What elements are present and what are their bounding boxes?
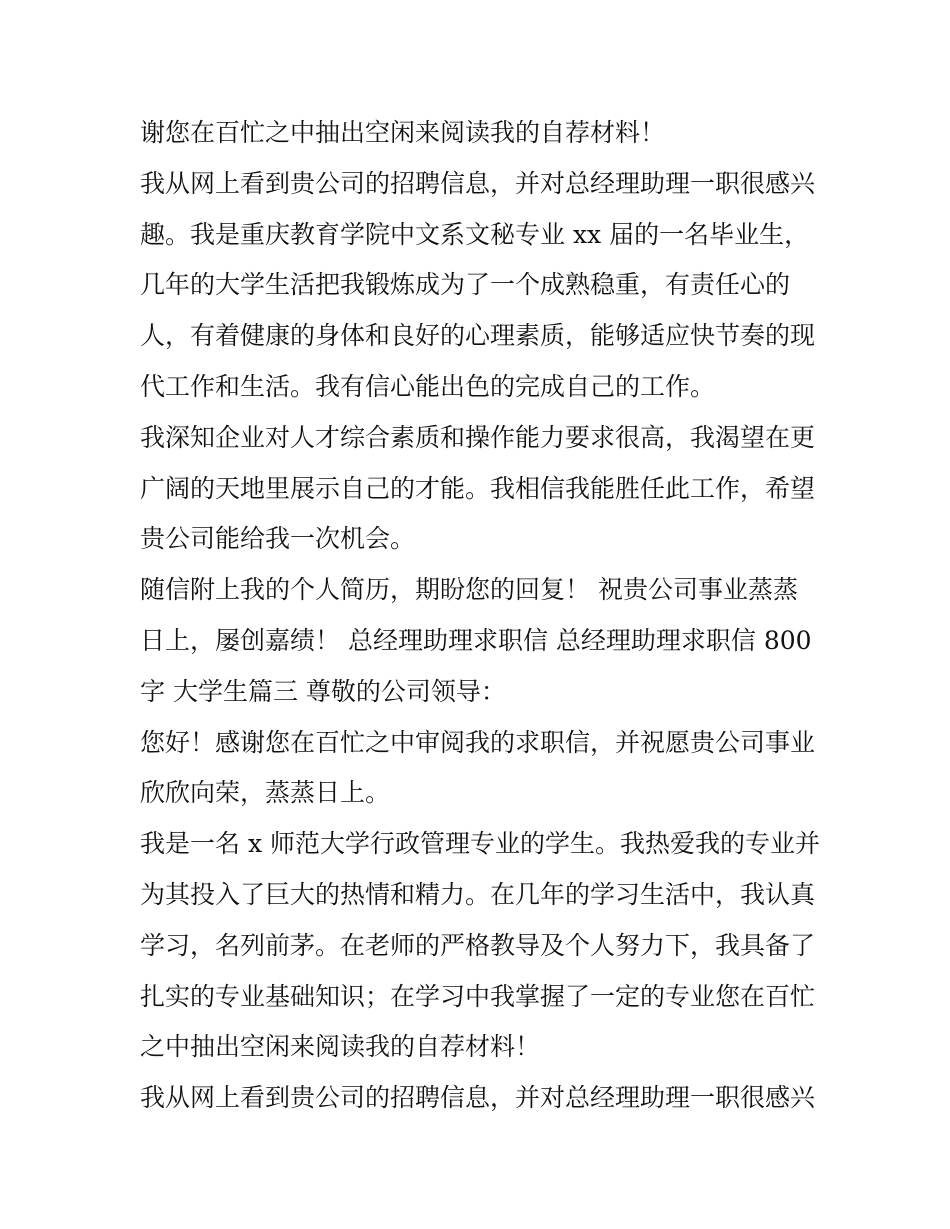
- text-line: 随信附上我的个人简历，期盼您的回复！ 祝贵公司事业蒸蒸: [140, 575, 798, 605]
- text-line: 学习，名列前茅。在老师的严格教导及个人努力下，我具备了: [140, 930, 816, 960]
- text-line: 代工作和生活。我有信心能出色的完成自己的工作。: [140, 371, 716, 401]
- text-line: 为其投入了巨大的热情和精力。在几年的学习生活中，我认真: [140, 879, 816, 909]
- text-line: 我是一名 x 师范大学行政管理专业的学生。我热爱我的专业并: [140, 829, 820, 859]
- text-line: 贵公司能给我一次机会。: [140, 524, 416, 554]
- text-line: 之中抽出空闲来阅读我的自荐材料！: [140, 1032, 541, 1062]
- text-line: 欣欣向荣，蒸蒸日上。: [140, 778, 391, 808]
- text-line: 日上，屡创嘉绩！ 总经理助理求职信 总经理助理求职信 800: [140, 625, 812, 655]
- text-line: 您好！感谢您在百忙之中审阅我的求职信，并祝愿贵公司事业: [140, 727, 816, 757]
- text-line: 我从网上看到贵公司的招聘信息，并对总经理助理一职很感兴: [140, 168, 816, 198]
- text-line: 广阔的天地里展示自己的才能。我相信我能胜任此工作，希望: [140, 473, 816, 503]
- text-line: 几年的大学生活把我锻炼成为了一个成熟稳重，有责任心的: [140, 270, 791, 300]
- text-line: 趣。我是重庆教育学院中文系文秘专业 xx 届的一名毕业生，: [140, 219, 810, 249]
- text-line: 我深知企业对人才综合素质和操作能力要求很高，我渴望在更: [140, 422, 816, 452]
- letter-body: [140, 108, 820, 1124]
- text-line: 谢您在百忙之中抽出空闲来阅读我的自荐材料！: [140, 118, 666, 147]
- text-line: 字 大学生篇三 尊敬的公司领导：: [140, 676, 506, 706]
- text-line: 人，有着健康的身体和良好的心理素质，能够适应快节奏的现: [140, 321, 816, 351]
- text-line: 我从网上看到贵公司的招聘信息，并对总经理助理一职很感兴: [140, 1083, 816, 1113]
- text-line: 扎实的专业基础知识；在学习中我掌握了一定的专业您在百忙: [140, 981, 816, 1011]
